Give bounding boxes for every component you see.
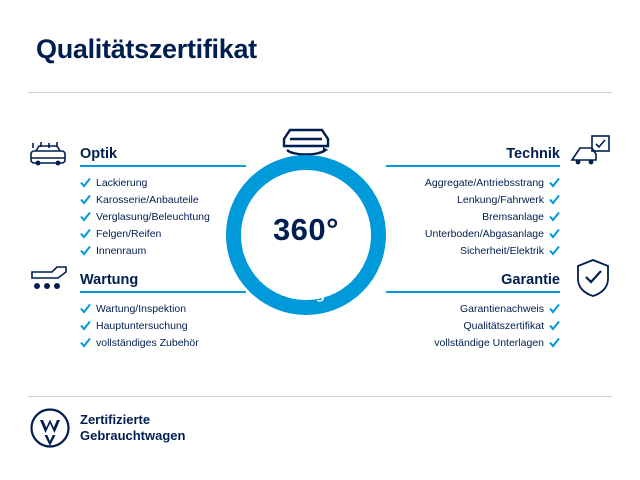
- list-item: [80, 300, 260, 317]
- check-icon: [549, 337, 560, 348]
- list-item: [372, 191, 560, 208]
- footer-line-2: Gebrauchtwagen: [80, 428, 186, 443]
- footer-text: [80, 412, 185, 444]
- car-lift-icon: [28, 258, 70, 294]
- list-item: [372, 208, 560, 225]
- check-icon: [549, 320, 560, 331]
- check-icon: [80, 303, 91, 314]
- list-item-label: Unterboden/Abgasanlage: [424, 227, 544, 240]
- section-wartung: [80, 268, 260, 351]
- list-item: [80, 208, 260, 225]
- list-item-label: Innenraum: [96, 244, 147, 257]
- svg-text:Gebrauchtwagen-Check: Gebrauchtwagen-Check: [237, 242, 375, 305]
- list-item-label: Lenkung/Fahrwerk: [457, 193, 544, 206]
- list-item-label: Hauptuntersuchung: [96, 319, 188, 332]
- section-technik-title: Technik: [506, 146, 560, 162]
- page-title: Qualitätszertifikat: [36, 34, 257, 64]
- list-item-label: Verglasung/Beleuchtung: [96, 210, 210, 223]
- section-wartung-title: Wartung: [80, 272, 139, 288]
- check-icon: [80, 211, 91, 222]
- footer-divider: [28, 396, 612, 397]
- check-icon: [549, 177, 560, 188]
- shield-check-icon: [576, 258, 610, 298]
- section-technik-items: [372, 174, 560, 259]
- section-wartung-items: [80, 300, 260, 351]
- check-icon: [80, 337, 91, 348]
- footer-line-1: Zertifizierte: [80, 412, 151, 427]
- check-icon: [80, 177, 91, 188]
- section-heading: [372, 142, 560, 164]
- check-icon: [80, 320, 91, 331]
- section-garantie-title: Garantie: [501, 272, 560, 288]
- check-icon: [549, 245, 560, 256]
- list-item-label: Bremsanlage: [482, 210, 544, 223]
- check-icon: [549, 211, 560, 222]
- list-item-label: Aggregate/Antriebsstrang: [424, 176, 544, 189]
- list-item: [80, 174, 260, 191]
- list-item: [80, 242, 260, 259]
- list-item-label: Wartung/Inspektion: [96, 302, 187, 315]
- list-item: [80, 225, 260, 242]
- section-underline: [386, 165, 560, 167]
- check-icon: [80, 194, 91, 205]
- badge-degrees: 360°: [272, 212, 340, 247]
- list-item: [372, 300, 560, 317]
- section-garantie-items: [372, 300, 560, 351]
- header-divider: [28, 92, 612, 93]
- check-icon: [549, 228, 560, 239]
- list-item: [80, 334, 260, 351]
- section-heading: [80, 142, 260, 164]
- list-item-label: Sicherheit/Elektrik: [459, 244, 544, 257]
- list-item: [372, 317, 560, 334]
- list-item: [372, 334, 560, 351]
- section-underline: [386, 291, 560, 293]
- list-item-label: Lackierung: [96, 176, 148, 189]
- list-item-label: Garantienachweis: [459, 302, 544, 315]
- section-garantie: [372, 268, 560, 351]
- check-icon: [80, 228, 91, 239]
- car-wash-icon: [28, 136, 68, 170]
- check-icon: [549, 303, 560, 314]
- list-item-label: vollständiges Zubehör: [96, 336, 199, 349]
- list-item: [80, 191, 260, 208]
- vw-logo: [30, 408, 70, 448]
- section-heading: [80, 268, 260, 290]
- check-icon: [549, 194, 560, 205]
- list-item: [372, 225, 560, 242]
- list-item-label: Qualitätszertifikat: [463, 319, 544, 332]
- footer-brand: [30, 408, 185, 448]
- list-item-label: vollständige Unterlagen: [434, 336, 544, 349]
- list-item-label: Karosserie/Anbauteile: [96, 193, 199, 206]
- list-item: [372, 174, 560, 191]
- check-icon: [80, 245, 91, 256]
- section-optik: [80, 142, 260, 259]
- section-optik-items: [80, 174, 260, 259]
- section-technik: [372, 142, 560, 259]
- list-item: [372, 242, 560, 259]
- car-checklist-icon: [570, 134, 612, 172]
- section-underline: [80, 165, 246, 167]
- section-heading: [372, 268, 560, 290]
- section-underline: [80, 291, 246, 293]
- list-item: [80, 317, 260, 334]
- list-item-label: Felgen/Reifen: [96, 227, 162, 240]
- section-optik-title: Optik: [80, 146, 118, 162]
